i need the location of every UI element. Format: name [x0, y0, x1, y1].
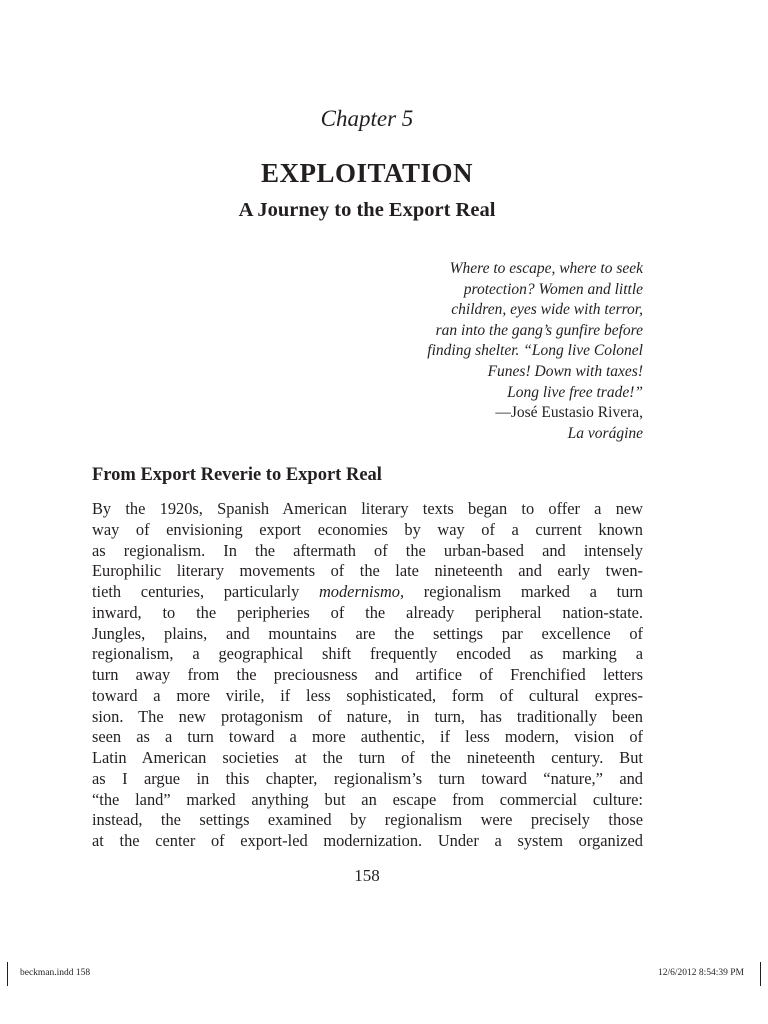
section-heading: From Export Reverie to Export Real [92, 465, 382, 485]
body-line: turn away from the preciousness and artifice of Frenchified letters [92, 665, 643, 684]
epigraph-line: Where to escape, where to seek [449, 260, 643, 277]
body-line: toward a more virile, if less sophisticated, form of cultural expres- [92, 685, 643, 705]
epigraph-attribution: —José Eustasio Rivera, [495, 404, 643, 422]
slug-filename: beckman.indd 158 [20, 968, 91, 978]
crop-mark [7, 962, 8, 986]
body-paragraph [92, 499, 643, 852]
body-line: Jungles, plains, and mountains are the settings par excellence of [92, 623, 643, 643]
body-line: Europhilic literary movements of the late nineteenth and early twen- [92, 561, 643, 581]
epigraph-line: protection? Women and little [463, 280, 643, 298]
page-number: 158 [354, 866, 380, 885]
body-line: inward, to the peripheries of the already peripheral nation-state. [92, 602, 643, 622]
epigraph [343, 259, 643, 444]
body-line: as regionalism. In the aftermath of the urban-based and intensely [92, 540, 643, 560]
epigraph-line: Funes! Down with taxes! [487, 362, 643, 380]
body-line: By the 1920s, Spanish American literary texts began to offer a new [92, 499, 643, 518]
epigraph-line: Long live free trade!” [507, 383, 643, 401]
chapter-title: EXPLOITATION [260, 158, 474, 188]
slug-timestamp: 12/6/2012 8:54:39 PM [657, 968, 744, 978]
epigraph-source: La vorágine [567, 424, 643, 442]
body-line: sion. The new protagonism of nature, in turn, has traditionally been [92, 706, 643, 726]
body-line: “the land” marked anything but an escape from commercial culture: [92, 789, 643, 809]
chapter-label: Chapter 5 [320, 106, 414, 131]
italic-term: modernismo, [318, 582, 405, 601]
body-line: seen as a turn toward a more authentic, if less modern, vision of [92, 727, 643, 747]
body-line: at the center of export-led modernization. Under a system organized [92, 831, 643, 850]
epigraph-line: children, eyes wide with terror, [451, 301, 643, 319]
body-line: regionalism, a geographical shift frequently encoded as marking a [92, 644, 643, 664]
chapter-subtitle: A Journey to the Export Real [238, 199, 496, 221]
body-line: way of envisioning export economies by way of a current known [92, 519, 643, 539]
epigraph-line: finding shelter. “Long live Colonel [427, 342, 643, 360]
body-line: instead, the settings examined by regionalism were precisely those [92, 810, 643, 830]
crop-mark [760, 962, 761, 986]
body-line: tieth centuries, particularly modernismo, regionalism marked a turn [92, 582, 643, 601]
body-line: Latin American societies at the turn of the nineteenth century. But [92, 748, 643, 767]
epigraph-line: ran into the gang’s gunfire before [435, 321, 643, 339]
body-line: as I argue in this chapter, regionalism’s turn toward “nature,” and [92, 768, 643, 788]
